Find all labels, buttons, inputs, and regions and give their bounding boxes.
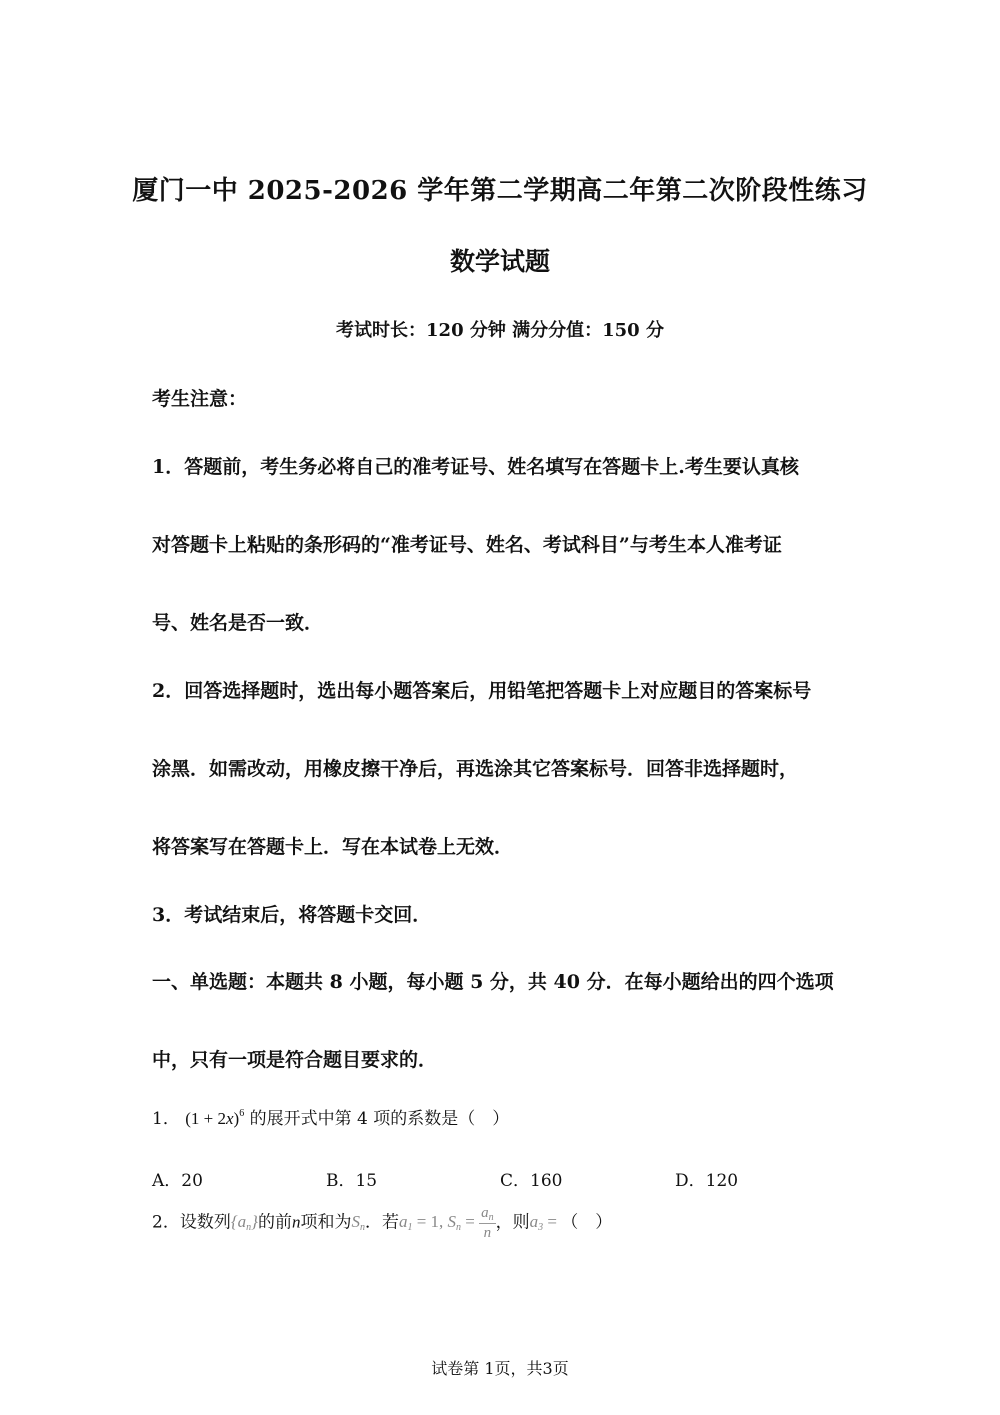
question-text: 的展开式中第 4 项的系数是（ ） [249, 1109, 510, 1129]
question-1 [152, 1104, 509, 1129]
notice-line: 涂黑．如需改动，用橡皮擦干净后，再选涂其它答案标号．回答非选择题时， [152, 758, 799, 780]
exam-subtitle: 数学试题 [449, 247, 550, 276]
notice-line: 3．考试结束后，将答题卡交回． [152, 904, 432, 926]
notice-line: 号、姓名是否一致． [152, 612, 324, 634]
math-expression: $(1 + 2x)^6$ [185, 1108, 245, 1128]
option-a[interactable]: A．20 [152, 1171, 203, 1191]
question-2: 2．设数列$\{a_n\}$的前n项和为$S_n$．若$a_1 = 1$, $S_n$ = $\frac{a_n}{n}$ ，则$a_3$ = （ ） [152, 1205, 613, 1241]
question-number: 2． [152, 1212, 180, 1233]
fraction: $\frac{a_n}{n}$ [481, 1205, 494, 1241]
option-b[interactable]: B．15 [326, 1171, 378, 1191]
option-d[interactable]: D．120 [675, 1171, 739, 1191]
section-heading-cont: 中，只有一项是符合题目要求的． [152, 1049, 438, 1071]
notice-heading: 考生注意： [152, 388, 248, 410]
notice-line: 1．答题前，考生务必将自己的准考证号、姓名填写在答题卡上.考生要认真核 [152, 456, 799, 478]
exam-meta: 考试时长：120 分钟 满分分值：150 分 [336, 320, 664, 341]
condition-expression: $a_1 = 1$, $S_n$ = $\frac{a_n}{n}$ [398, 1205, 494, 1241]
notice-line: 将答案写在答题卡上．写在本试卷上无效． [152, 836, 514, 858]
section-heading: 一、单选题：本题共 8 小题，每小题 5 分，共 40 分．在每小题给出的四个选项 [152, 971, 834, 993]
question-number: 1． [152, 1109, 180, 1129]
sequence-symbol: $\{a_n\}$ [230, 1212, 258, 1234]
page-footer: 试卷第 1页，共3页 [431, 1359, 569, 1378]
option-c[interactable]: C．160 [500, 1171, 563, 1191]
notice-line: 2．回答选择题时，选出每小题答案后，用铅笔把答题卡上对应题目的答案标号 [152, 680, 812, 702]
notice-line: 对答题卡上粘贴的条形码的“准考证号、姓名、考试科目”与考生本人准考证 [152, 534, 782, 556]
exam-title: 厦门一中 2025-2026 学年第二学期高二年第二次阶段性练习 [132, 176, 868, 206]
